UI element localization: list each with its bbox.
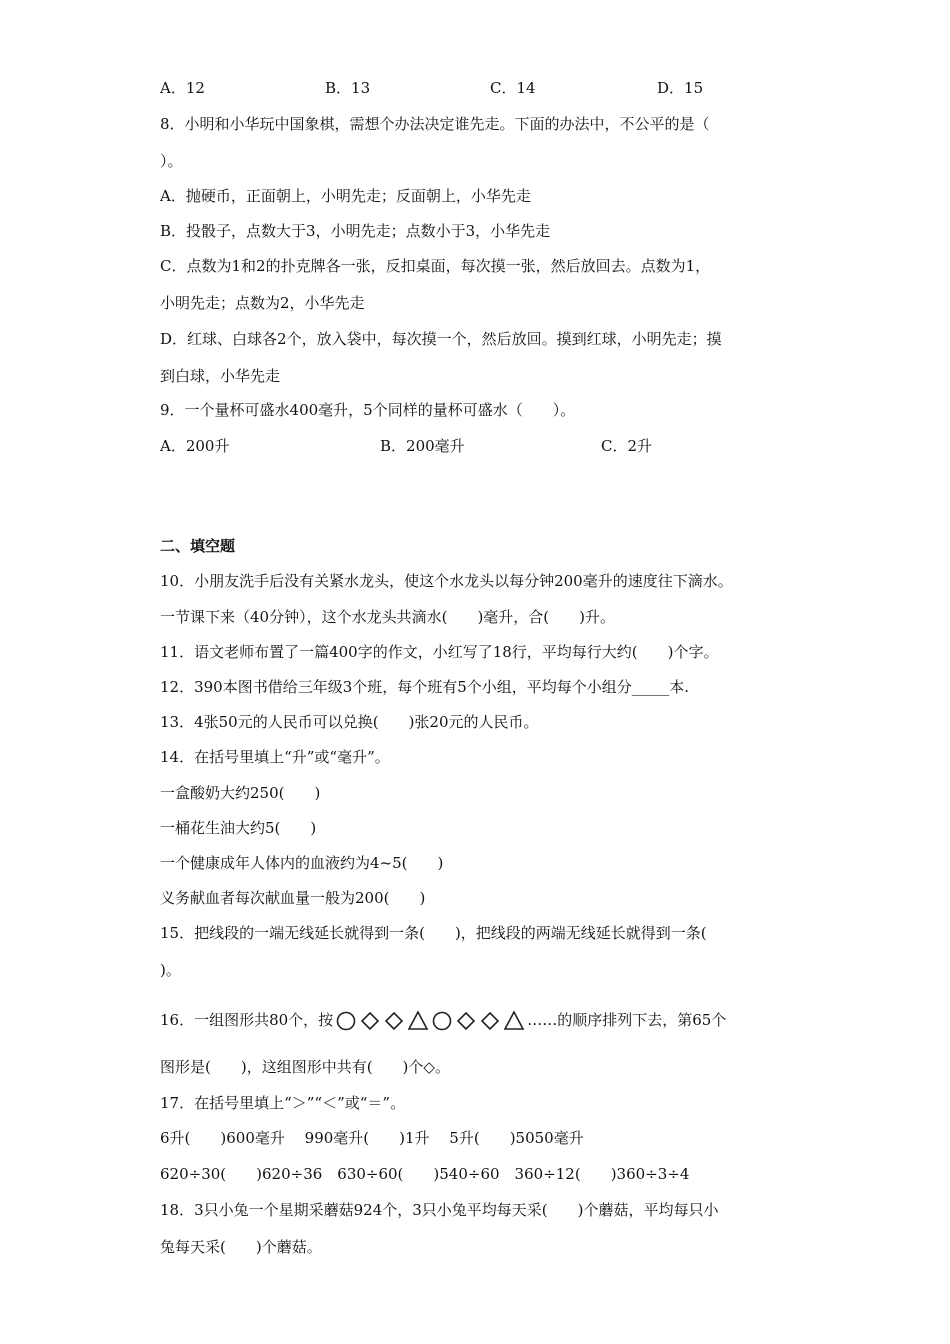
q8-option-b: B．投骰子，点数大于3，小明先走；点数小于3，小华先走 — [160, 222, 551, 240]
q8-option-c-line1: C．点数为1和2的扑克牌各一张，反扣桌面，每次摸一张，然后放回去。点数为1， — [160, 257, 711, 275]
triangle-shape — [505, 1012, 523, 1029]
diamond-shape — [482, 1013, 498, 1029]
q18-line1: 18．3只小兔一个星期采蘑菇924个，3只小兔平均每天采( )个蘑菇，平均每只小 — [160, 1201, 719, 1219]
shape-pattern — [335, 1010, 525, 1032]
circle-shape — [434, 1013, 451, 1030]
q7-option-a: A．12 — [160, 79, 205, 97]
q18-line2: 兔每天采( )个蘑菇。 — [160, 1238, 322, 1256]
q16-prefix: 16．一组图形共80个，按 — [160, 1011, 334, 1029]
q17-row2: 620÷30( )620÷36 630÷60( )540÷60 360÷12( )360÷3÷4 — [160, 1165, 690, 1183]
q14-item: 一盒酸奶大约250( ) — [160, 784, 321, 802]
diamond-shape — [386, 1013, 402, 1029]
q9-option-a: A．200升 — [160, 437, 230, 455]
q17-stem: 17．在括号里填上“＞”“＜”或“＝”。 — [160, 1094, 406, 1112]
q8-option-a: A．抛硬币，正面朝上，小明先走；反面朝上，小华先走 — [160, 187, 531, 205]
q12-line1: 12．390本图书借给三年级3个班，每个班有5个小组，平均每个小组分_____本. — [160, 678, 690, 696]
q9-stem: 9．一个量杯可盛水400毫升，5个同样的量杯可盛水（ ）。 — [160, 401, 576, 419]
q16-line1 — [160, 1008, 726, 1032]
q14-item: 一桶花生油大约5( ) — [160, 819, 317, 837]
q7-option-b: B．13 — [325, 79, 371, 97]
q10-line1: 10．小朋友洗手后没有关紧水龙头，使这个水龙头以每分钟200毫升的速度往下滴水。 — [160, 572, 733, 590]
q17-row1: 6升( )600毫升 990毫升( )1升 5升( )5050毫升 — [160, 1129, 584, 1147]
q14-item: 义务献血者每次献血量一般为200( ) — [160, 889, 426, 907]
q8-stem-line1: 8．小明和小华玩中国象棋，需想个办法决定谁先走。下面的办法中，不公平的是（ — [160, 115, 710, 133]
q16-line2: 图形是( )，这组图形中共有( )个◇。 — [160, 1058, 450, 1076]
diamond-shape — [458, 1013, 474, 1029]
diamond-shape — [362, 1013, 378, 1029]
q8-stem-line2: ）。 — [160, 152, 183, 170]
q11-line1: 11．语文老师布置了一篇400字的作文，小红写了18行，平均每行大约( )个字。 — [160, 643, 719, 661]
q14-stem: 14．在括号里填上“升”或“毫升”。 — [160, 748, 390, 766]
q8-option-d-line2: 到白球，小华先走 — [160, 367, 281, 385]
triangle-shape — [409, 1012, 427, 1029]
q8-option-c-line2: 小明先走；点数为2，小华先走 — [160, 294, 365, 312]
q10-line2: 一节课下来（40分钟），这个水龙头共滴水( )毫升，合( )升。 — [160, 608, 615, 626]
q7-option-c: C．14 — [490, 79, 536, 97]
q9-option-b: B．200毫升 — [380, 437, 465, 455]
q16-suffix: ……的顺序排列下去，第65个 — [527, 1011, 727, 1029]
q13-line1: 13．4张50元的人民币可以兑换( )张20元的人民币。 — [160, 713, 539, 731]
q9-option-c: C．2升 — [601, 437, 653, 455]
q14-item: 一个健康成年人体内的血液约为4~5( ) — [160, 854, 444, 872]
section-title: 二、填空题 — [160, 537, 236, 555]
q8-option-d-line1: D．红球、白球各2个，放入袋中，每次摸一个，然后放回。摸到红球，小明先走；摸 — [160, 330, 722, 348]
q7-option-d: D．15 — [657, 79, 704, 97]
q15-line1: 15．把线段的一端无线延长就得到一条( )，把线段的两端无线延长就得到一条( — [160, 924, 707, 942]
circle-shape — [338, 1013, 355, 1030]
q15-line2: )。 — [160, 961, 181, 979]
